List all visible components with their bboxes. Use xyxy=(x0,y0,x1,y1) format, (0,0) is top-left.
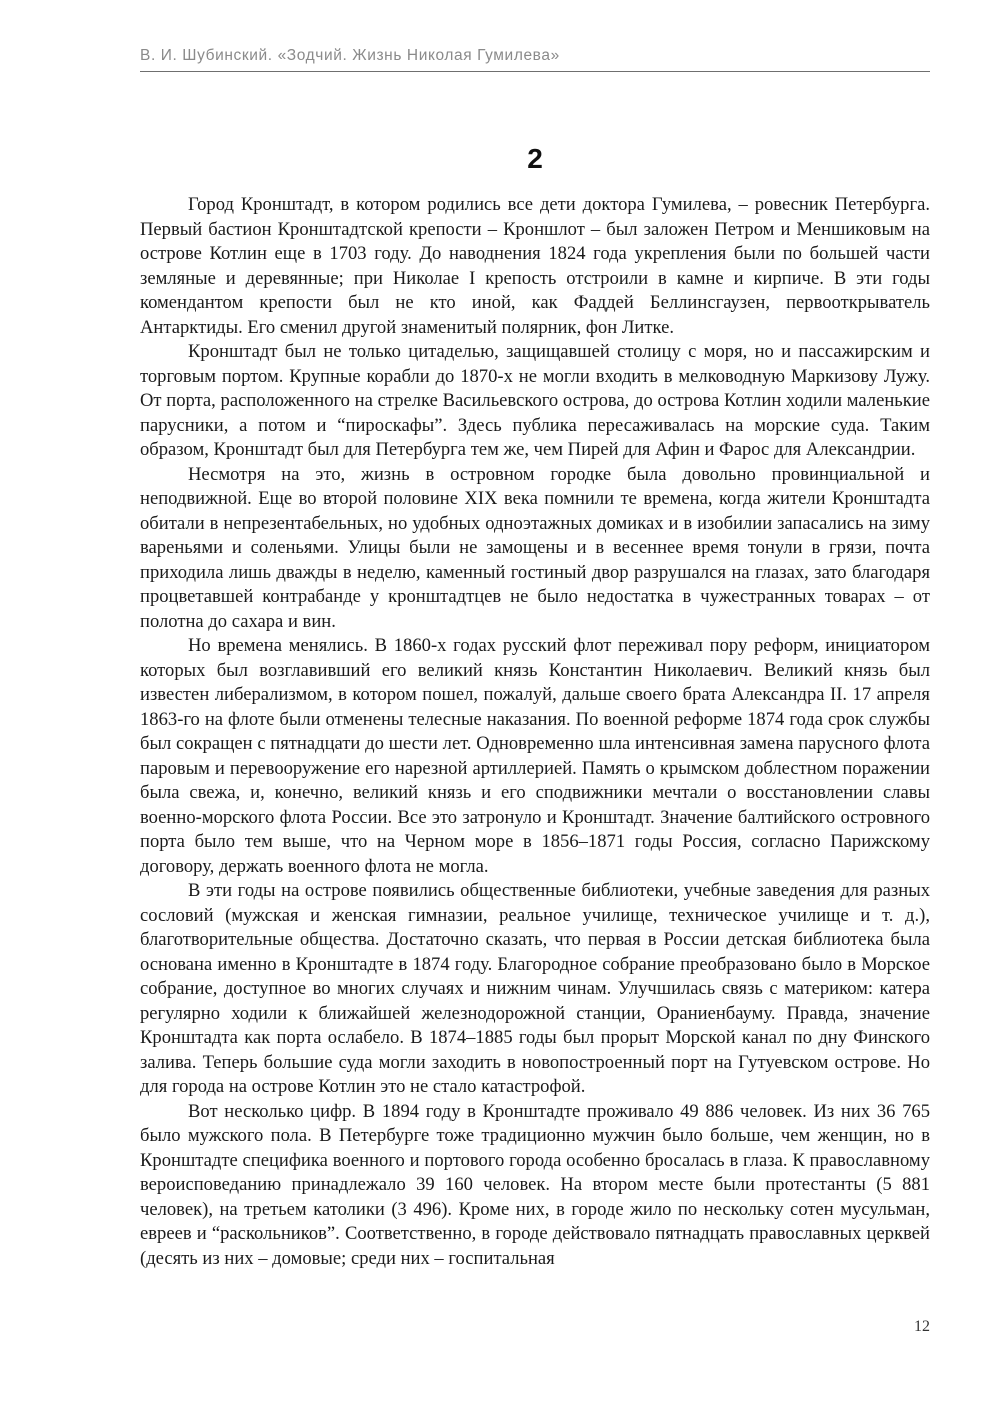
paragraph: Кронштадт был не только цитаделью, защищавшей столицу с моря, но и пассажирским и торговым портом. Крупные корабли до 1870-х не могли входить в мелководную Маркизову Лужу. От порта, расположенного на стрелке Васильевского острова, до острова Котлин ходили маленькие парусники, а потом и “пироскафы”. Здесь публика пересаживалась на морские суда. Таким образом, Кронштадт был для Петербурга тем же, чем Пирей для Афин и Фарос для Александрии. xyxy=(140,341,930,460)
paragraph: Несмотря на это, жизнь в островном городке была довольно провинциальной и неподвижной. Еще во второй половине XIX века помнили те времена, когда жители Кронштадта обитали в непрезентабельных, но удобных одноэтажных домиках и в изобилии запасались на зиму вареньями и соленьями. Улицы были не замощены и в весеннее время тонули в грязи, почта приходила лишь дважды в неделю, каменный гостиный двор разрушался на глазах, зато благодаря процветавшей контрабанде у кронштадтцев не было недостатка в чужестранных товарах – от полотна до сахара и вин. xyxy=(140,463,930,632)
paragraph: Но времена менялись. В 1860-х годах русский флот переживал пору реформ, инициатором которых был возглавивший его великий князь Константин Николаевич. Великий князь был известен либерализмом, в котором пошел, пожалуй, дальше своего брата Александра II. 17 апреля 1863-го на флоте были отменены телесные наказания. По военной реформе 1874 года срок службы был сокращен с пятнадцати до шести лет. Одновременно шла интенсивная замена парусного флота паровым и перевооружение его нарезной артиллерией. Память о крымском доблестном поражении была свежа, и, конечно, великий князь и его сподвижники мечтали о восстановлении славы военно-морского флота России. Все это затронуло и Кронштадт. Значение балтийского островного порта было тем выше, что на Черном море в 1856–1871 годы Россия, согласно Парижскому договору, держать военного флота не могла. xyxy=(140,635,930,877)
header-divider xyxy=(140,71,930,72)
page-number: 12 xyxy=(914,1318,930,1335)
running-header: В. И. Шубинский. «Зодчий. Жизнь Николая Гумилева» xyxy=(140,47,560,64)
body-text xyxy=(140,193,930,1271)
paragraph: Город Кронштадт, в котором родились все дети доктора Гумилева, – ровесник Петербурга. Первый бастион Кронштадтской крепости – Кроншлот – был заложен Петром и Меншиковым на острове Котлин еще в 1703 году. До наводнения 1824 года укрепления были по большей части земляные и деревянные; при Николае I крепость отстроили в камне и кирпиче. В эти годы комендантом крепости был не кто иной, как Фаддей Беллинсгаузен, первооткрыватель Антарктиды. Его сменил другой знаменитый полярник, фон Литке. xyxy=(140,194,930,338)
paragraph: В эти годы на острове появились общественные библиотеки, учебные заведения для разных сословий (мужская и женская гимназии, реальное училище, техническое училище и т. д.), благотворительные общества. Достаточно сказать, что первая в России детская библиотека была основана именно в Кронштадте в 1874 году. Благородное собрание преобразовано было в Морское собрание, доступное во многих случаях и нижним чинам. Улучшилась связь с материком: катера регулярно ходили к ближайшей железнодорожной станции, Ораниенбауму. Правда, значение Кронштадта как порта ослабело. В 1874–1885 годы был прорыт Морской канал по дну Финского залива. Теперь большие суда могли заходить в новопостроенный порт на Гутуевском острове. Но для города на острове Котлин это не стало катастрофой. xyxy=(140,880,930,1097)
paragraph: Вот несколько цифр. В 1894 году в Кронштадте проживало 49 886 человек. Из них 36 765 было мужского пола. В Петербурге тоже традиционно мужчин было больше, чем женщин, но в Кронштадте специфика военного и портового города особенно бросалась в глаза. К православному вероисповеданию принадлежало 39 160 человек. На втором месте были протестанты (5 881 человек), на третьем католики (3 496). Кроме них, в городе жило по нескольку сотен мусульман, евреев и “раскольников”. Соответственно, в городе действовало пятнадцать православных церквей (десять из них – домовые; среди них – госпитальная xyxy=(140,1100,930,1269)
chapter-number: 2 xyxy=(527,143,543,174)
